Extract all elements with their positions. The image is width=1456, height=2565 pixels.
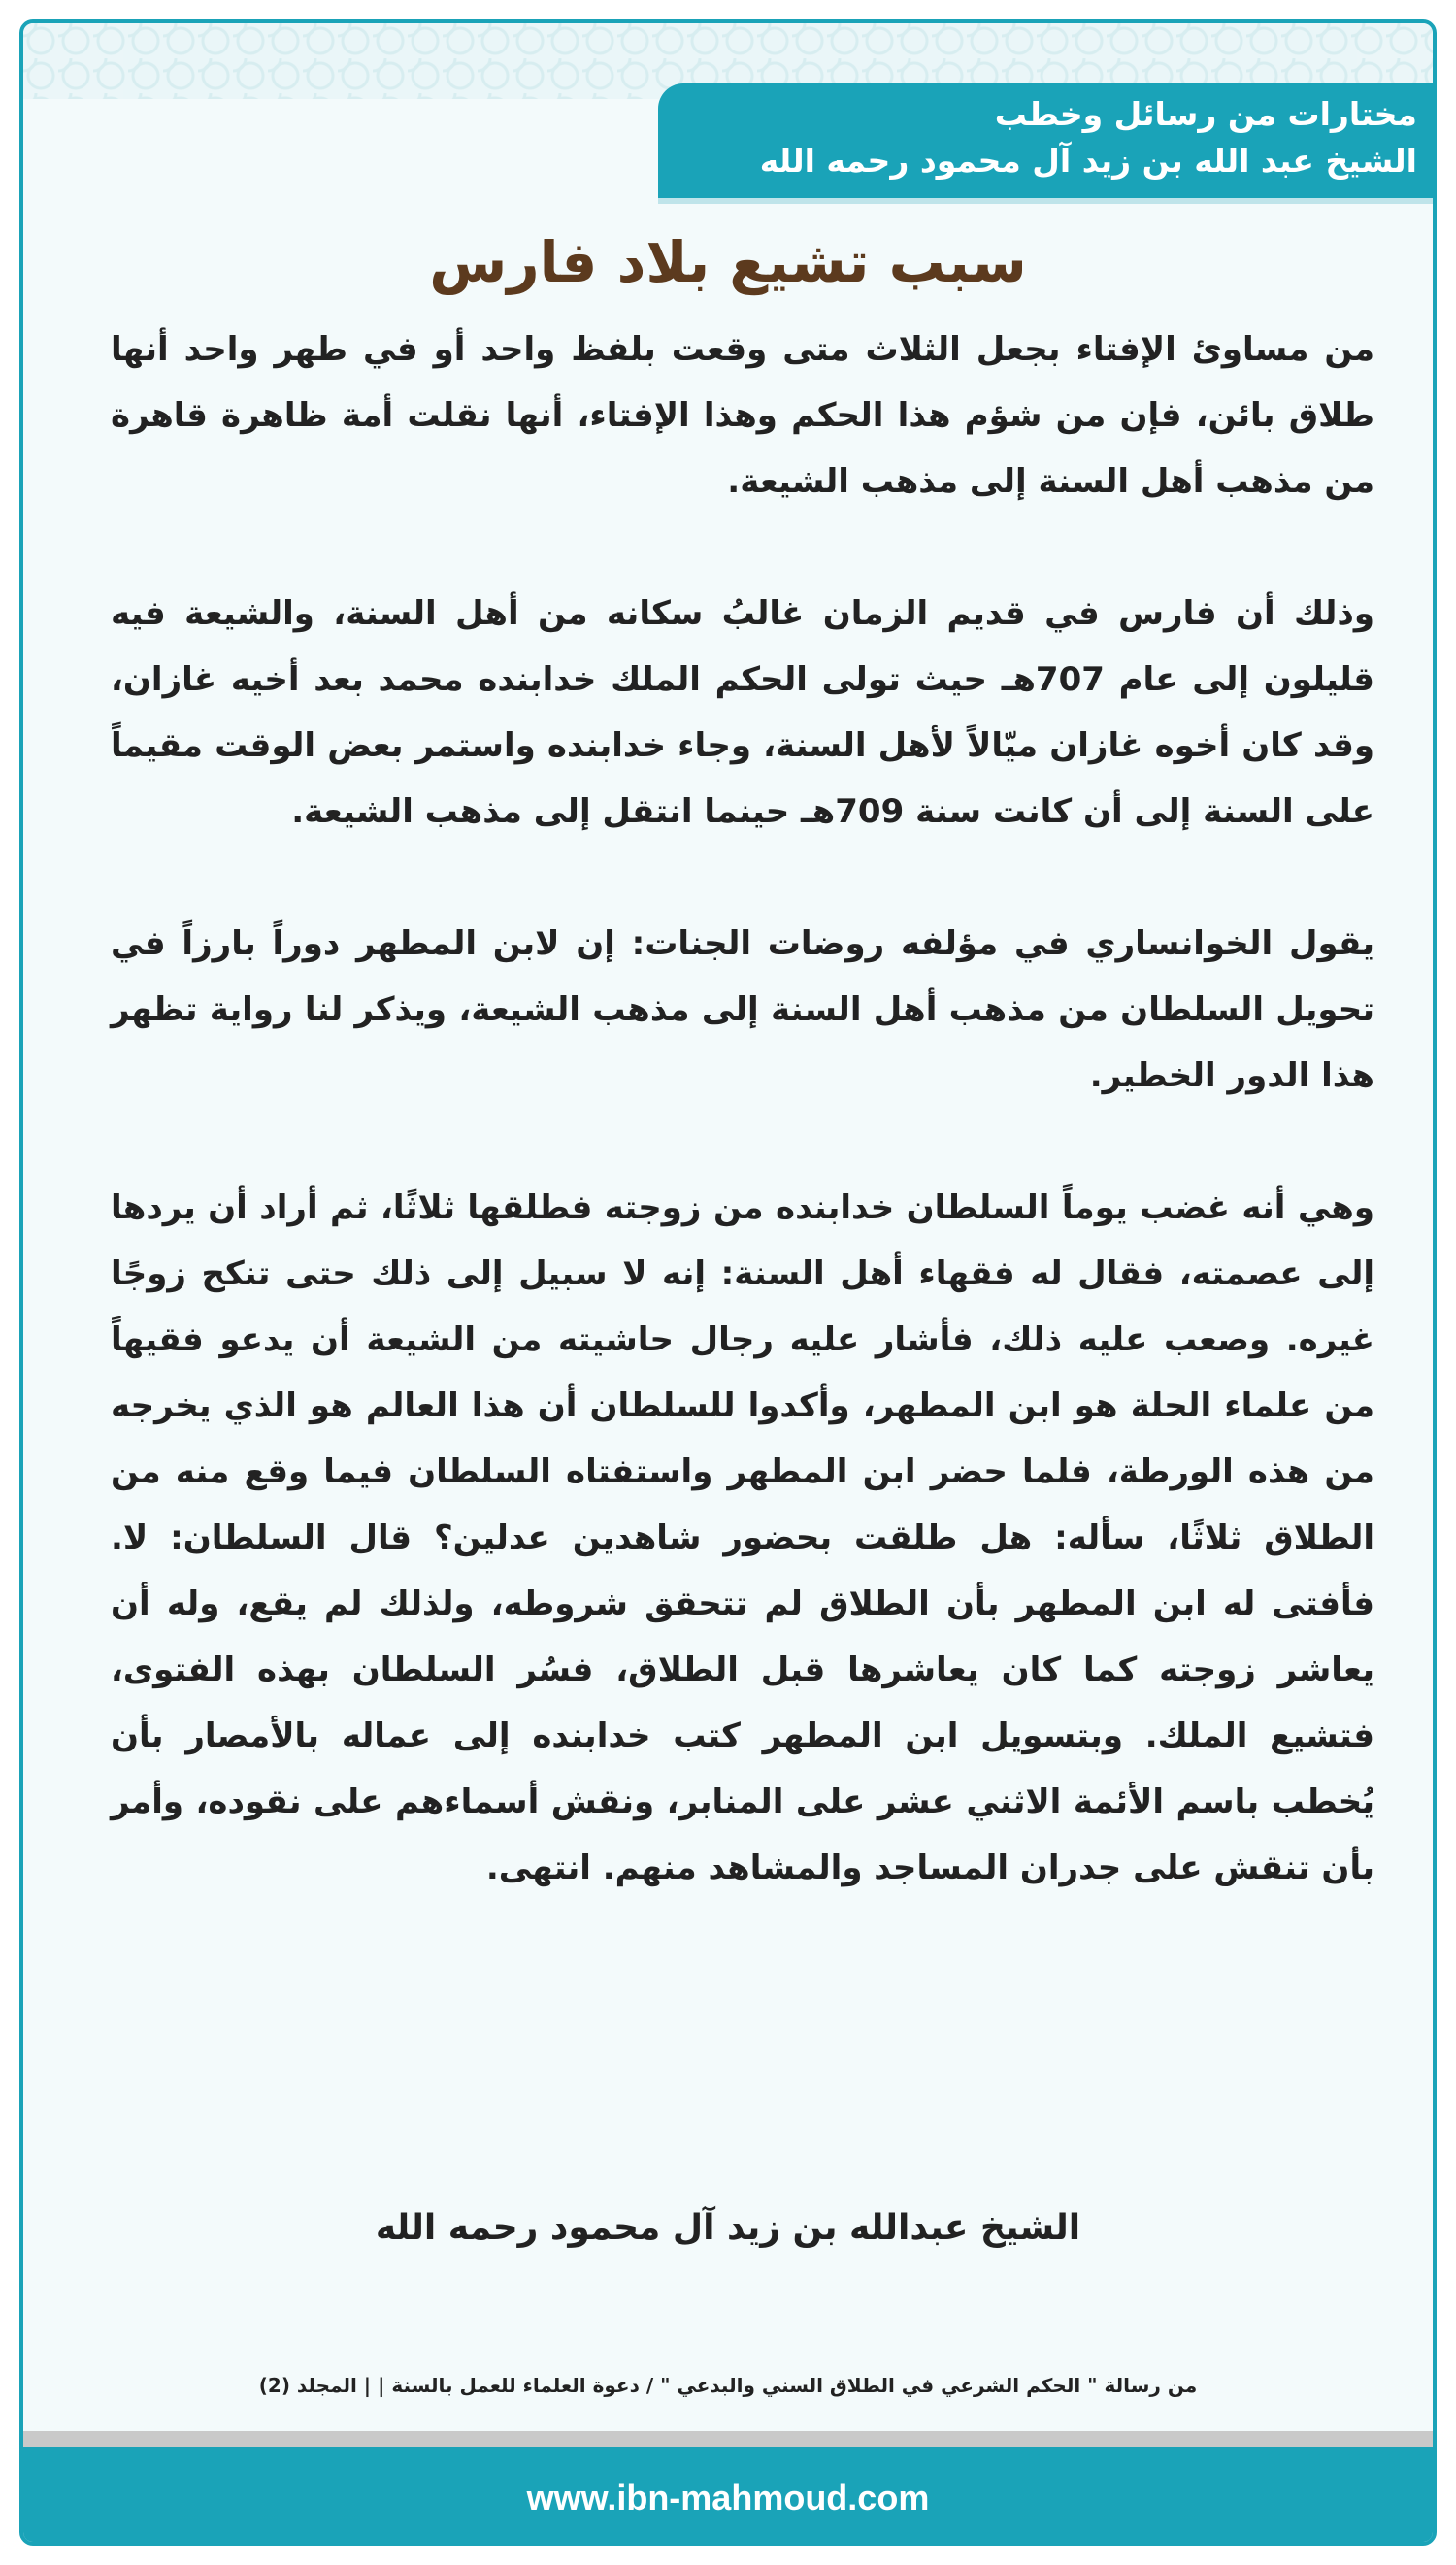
header-banner [658,83,1433,198]
author-name-header: الشيخ عبد الله بن زيد آل محمود رحمه الله [759,142,1417,180]
paragraph: وذلك أن فارس في قديم الزمان غالبُ سكانه من أهل السنة، والشيعة فيه قليلون إلى عام 707هـ حيث تولى الحكم الملك خدابنده محمد بعد أخيه غازان، وقد كان أخوه غازان ميّالاً لأهل السنة، وجاء خدابنده واستمر بعض الوقت مقيماً على السنة إلى أن كانت سنة 709هـ حينما انتقل إلى مذهب الشيعة. [111,594,1374,831]
paragraph: من مساوئ الإفتاء بجعل الثلاث متى وقعت بلفظ واحد أو في طهر واحد أنها طلاق بائن، فإن من شؤم هذا الحكم وهذا الإفتاء، أنها نقلت أمة ظاهرة قاهرة من مذهب أهل السنة إلى مذهب الشيعة. [111,330,1374,501]
article-title: سبب تشيع بلاد فارس [429,229,1027,295]
website-link[interactable]: www.ibn-mahmoud.com [526,2478,930,2517]
page-frame [19,19,1437,2546]
paragraph: يقول الخوانساري في مؤلفه روضات الجنات: إن لابن المطهر دوراً بارزاً في تحويل السلطان من مذهب أهل السنة إلى مذهب الشيعة، ويذكر لنا رواية تظهر هذا الدور الخطير. [111,924,1374,1095]
paragraph: وهي أنه غضب يوماً السلطان خدابنده من زوجته فطلقها ثلاثًا، ثم أراد أن يردها إلى عصمته، فقال له فقهاء أهل السنة: إنه لا سبيل إلى ذلك حتى تنكح زوجًا غيره. وصعب عليه ذلك، فأشار عليه رجال حاشيته من الشيعة أن يدعو فقيهاً من علماء الحلة هو ابن المطهر، وأكدوا للسلطان أن هذا العالم هو الذي يخرجه من هذه الورطة، فلما حضر ابن المطهر واستفتاه السلطان فيما وقع منه من الطلاق ثلاثًا، سأله: هل طلقت بحضور شاهدين عدلين؟ قال السلطان: لا. فأفتى له ابن المطهر بأن الطلاق لم تتحقق شروطه، ولذلك لم يقع، وله أن يعاشر زوجته كما كان يعاشرها قبل الطلاق، فسُر السلطان بهذه الفتوى، فتشيع الملك. وبتسويل ابن المطهر كتب خدابنده إلى عماله بالأمصار بأن يُخطب باسم الأئمة الاثني عشر على المنابر، ونقش أسماءهم على نقوده، وأمر بأن تنقش على جدران المساجد والمشاهد منهم. انتهى. [111,1188,1374,1887]
series-title: مختارات من رسائل وخطب [994,95,1417,133]
source-citation: من رسالة " الحكم الشرعي في الطلاق السني والبدعي " / دعوة العلماء للعمل بالسنة | | المجلد (2) [258,2374,1198,2397]
footer-bar [23,2447,1433,2546]
author-signature: الشيخ عبدالله بن زيد آل محمود رحمه الله [375,2208,1081,2248]
article-body [111,316,1374,1967]
